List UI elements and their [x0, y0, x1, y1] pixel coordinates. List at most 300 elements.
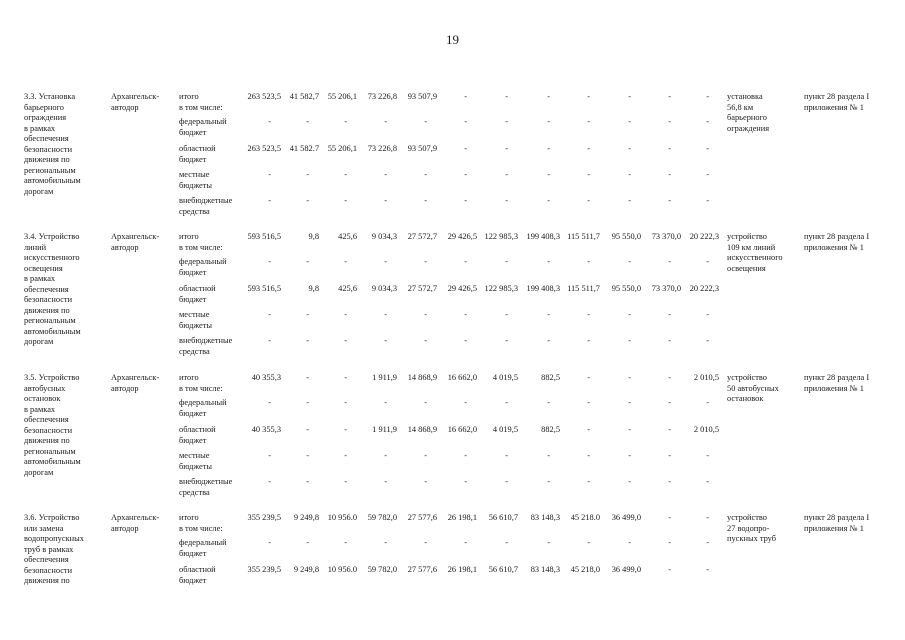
- measure-name-line: труб в рамках: [24, 544, 74, 554]
- amount-cell: -: [706, 257, 709, 266]
- amount-cell: -: [268, 257, 271, 266]
- executor-line: Архангельск-: [111, 92, 160, 101]
- amount-cell: -: [706, 451, 709, 460]
- funding-source-label-line: областной: [179, 284, 216, 293]
- amount-cell: 41 582.7: [289, 144, 319, 153]
- amount-cell: 36 499,0: [611, 565, 641, 574]
- measure-name-line: водопропускных: [24, 534, 84, 543]
- measure-name: [24, 513, 84, 587]
- amount-cell: 122 985,3: [484, 232, 518, 241]
- funding-source-label-line: итого: [179, 92, 199, 101]
- funding-source-label-line: внебюджетные: [179, 336, 233, 345]
- funding-source-label-line: средства: [179, 346, 210, 356]
- funding-source-label-line: средства: [179, 206, 210, 216]
- amount-cell: 199 408,3: [526, 284, 560, 293]
- amount-cell: -: [306, 257, 309, 266]
- amount-cell: -: [424, 196, 427, 205]
- amount-cell: 882,5: [541, 425, 560, 434]
- funding-source-label-line: бюджет: [179, 267, 207, 277]
- amount-cell: -: [587, 336, 590, 345]
- amount-cell: -: [706, 565, 709, 574]
- amount-cell: -: [668, 565, 671, 574]
- measure-name-line: безопасности: [24, 565, 73, 575]
- measure-name-line: дорогам: [24, 337, 54, 346]
- funding-source-label-line: итого: [179, 232, 199, 241]
- amount-cell: -: [344, 538, 347, 547]
- amount-cell: 882,5: [541, 373, 560, 382]
- funding-source-label: [179, 170, 212, 191]
- amount-cell: -: [464, 538, 467, 547]
- funding-source-label-line: в том числе:: [179, 524, 223, 533]
- amount-cell: 14 868,9: [407, 373, 437, 382]
- amount-cell: 9 249,8: [293, 513, 319, 522]
- amount-cell: 56 610,7: [488, 565, 518, 574]
- executor-line: Архангельск-: [111, 232, 160, 241]
- measure-name-line: в рамках: [24, 123, 56, 133]
- amount-cell: -: [587, 477, 590, 486]
- funding-source-label-line: итого: [179, 373, 199, 382]
- amount-cell: -: [587, 144, 590, 153]
- expected-result-line: устройство: [727, 232, 767, 241]
- amount-cell: -: [344, 196, 347, 205]
- amount-cell: 16 662,0: [447, 425, 477, 434]
- amount-cell: -: [547, 117, 550, 126]
- amount-cell: -: [547, 310, 550, 319]
- amount-cell: -: [268, 117, 271, 126]
- amount-cell: -: [424, 170, 427, 179]
- measure-name-line: автомобильным: [24, 176, 81, 185]
- amount-cell: 93 507,9: [407, 92, 437, 101]
- amount-cell: -: [505, 538, 508, 547]
- amount-cell: 73 226,8: [367, 92, 397, 101]
- amount-cell: -: [344, 257, 347, 266]
- funding-source-label: [179, 451, 212, 472]
- amount-cell: -: [547, 451, 550, 460]
- executor-line: автодор: [111, 383, 139, 393]
- measure-name-line: 3.5. Устройство: [24, 373, 80, 382]
- amount-cell: -: [628, 170, 631, 179]
- funding-source-label-line: итого: [179, 513, 199, 522]
- reference: [804, 513, 869, 534]
- amount-cell: 355 239,5: [247, 565, 281, 574]
- amount-cell: -: [706, 92, 709, 101]
- amount-cell: -: [464, 144, 467, 153]
- amount-cell: -: [306, 336, 309, 345]
- amount-cell: -: [268, 451, 271, 460]
- amount-cell: -: [628, 538, 631, 547]
- amount-cell: -: [306, 425, 309, 434]
- amount-cell: -: [505, 257, 508, 266]
- expected-result: [727, 513, 776, 545]
- amount-cell: -: [384, 538, 387, 547]
- amount-cell: -: [706, 170, 709, 179]
- amount-cell: -: [706, 477, 709, 486]
- expected-result-line: ограждения: [727, 123, 770, 133]
- amount-cell: -: [464, 336, 467, 345]
- measure-name-line: дорогам: [24, 467, 54, 477]
- amount-cell: -: [464, 117, 467, 126]
- amount-cell: -: [628, 196, 631, 205]
- amount-cell: -: [424, 117, 427, 126]
- measure-name-line: безопасности: [24, 425, 73, 435]
- amount-cell: -: [668, 373, 671, 382]
- amount-cell: -: [706, 144, 709, 153]
- amount-cell: -: [384, 398, 387, 407]
- amount-cell: -: [344, 170, 347, 179]
- amount-cell: -: [547, 257, 550, 266]
- amount-cell: -: [706, 196, 709, 205]
- amount-cell: -: [268, 477, 271, 486]
- funding-source-label: [179, 384, 223, 395]
- amount-cell: 95 550,0: [611, 284, 641, 293]
- amount-cell: 95 550,0: [611, 232, 641, 241]
- measure-name-line: движения по: [24, 436, 70, 445]
- amount-cell: 115 511,7: [567, 232, 600, 241]
- amount-cell: 593 516,5: [247, 232, 281, 241]
- amount-cell: 59 782,0: [367, 565, 397, 574]
- measure-name: [24, 232, 81, 348]
- amount-cell: -: [587, 196, 590, 205]
- amount-cell: -: [464, 92, 467, 101]
- reference-line: приложения № 1: [804, 242, 864, 252]
- amount-cell: -: [424, 257, 427, 266]
- amount-cell: -: [668, 92, 671, 101]
- amount-cell: 83 148,3: [530, 565, 560, 574]
- amount-cell: 122 985,3: [484, 284, 518, 293]
- funding-source-label-line: бюджет: [179, 127, 207, 137]
- funding-source-label-line: областной: [179, 144, 216, 153]
- amount-cell: -: [547, 196, 550, 205]
- measure-name: [24, 92, 81, 197]
- funding-source-label-line: бюджет: [179, 154, 207, 164]
- funding-source-label-line: внебюджетные: [179, 477, 233, 486]
- amount-cell: -: [384, 117, 387, 126]
- measure-name-line: ограждения: [24, 113, 67, 122]
- funding-source-label-line: в том числе:: [179, 243, 223, 252]
- amount-cell: -: [706, 117, 709, 126]
- amount-cell: 55 206,1: [327, 144, 357, 153]
- reference-line: приложения № 1: [804, 383, 864, 393]
- amount-cell: -: [505, 310, 508, 319]
- amount-cell: -: [587, 117, 590, 126]
- amount-cell: 425,6: [338, 232, 357, 241]
- amount-cell: 115 511,7: [567, 284, 600, 293]
- measure-name-line: региональным: [24, 316, 76, 325]
- amount-cell: -: [268, 310, 271, 319]
- measure-name-line: искусственного: [24, 253, 80, 262]
- funding-source-label-line: бюджеты: [179, 320, 213, 330]
- funding-source-label: [179, 92, 199, 103]
- amount-cell: 40 355,3: [251, 425, 281, 434]
- amount-cell: -: [668, 257, 671, 266]
- amount-cell: -: [628, 92, 631, 101]
- amount-cell: -: [628, 144, 631, 153]
- funding-source-label-line: федеральный: [179, 538, 227, 547]
- amount-cell: -: [628, 257, 631, 266]
- amount-cell: 27 572,7: [407, 284, 437, 293]
- funding-source-label: [179, 103, 223, 114]
- amount-cell: 355 239,5: [247, 513, 281, 522]
- amount-cell: 73 370,0: [651, 284, 681, 293]
- funding-source-label-line: бюджет: [179, 408, 207, 418]
- amount-cell: -: [587, 425, 590, 434]
- funding-source-label-line: федеральный: [179, 257, 227, 266]
- amount-cell: -: [587, 451, 590, 460]
- funding-source-label-line: местные: [179, 310, 210, 319]
- measure-name-line: в рамках: [24, 274, 56, 283]
- amount-cell: -: [344, 373, 347, 382]
- expected-result: [727, 92, 769, 134]
- funding-source-label-line: внебюджетные: [179, 196, 233, 205]
- amount-cell: -: [587, 538, 590, 547]
- amount-cell: -: [306, 196, 309, 205]
- amount-cell: -: [668, 336, 671, 345]
- amount-cell: -: [384, 310, 387, 319]
- funding-source-label: [179, 243, 223, 254]
- funding-source-label-line: бюджет: [179, 548, 207, 558]
- amount-cell: -: [424, 336, 427, 345]
- amount-cell: 83 148,3: [530, 513, 560, 522]
- amount-cell: -: [706, 310, 709, 319]
- funding-source-label-line: бюджет: [179, 294, 207, 304]
- amount-cell: -: [628, 310, 631, 319]
- amount-cell: 263 523,5: [247, 144, 281, 153]
- amount-cell: -: [464, 310, 467, 319]
- funding-source-label-line: бюджет: [179, 575, 207, 585]
- amount-cell: -: [384, 477, 387, 486]
- amount-cell: -: [505, 117, 508, 126]
- executor: [111, 232, 159, 253]
- amount-cell: -: [384, 196, 387, 205]
- amount-cell: -: [668, 538, 671, 547]
- amount-cell: -: [505, 398, 508, 407]
- amount-cell: -: [306, 538, 309, 547]
- executor-line: автодор: [111, 242, 139, 252]
- amount-cell: -: [505, 196, 508, 205]
- expected-result-line: устройство: [727, 513, 767, 522]
- funding-source-label-line: бюджет: [179, 435, 207, 445]
- amount-cell: -: [547, 144, 550, 153]
- amount-cell: 45 218,0: [570, 565, 600, 574]
- amount-cell: -: [344, 398, 347, 407]
- measure-name-line: или замена: [24, 523, 64, 533]
- amount-cell: 263 523,5: [247, 92, 281, 101]
- amount-cell: -: [547, 336, 550, 345]
- funding-source-label-line: федеральный: [179, 398, 227, 407]
- amount-cell: -: [505, 477, 508, 486]
- amount-cell: -: [628, 373, 631, 382]
- funding-source-label-line: в том числе:: [179, 103, 223, 112]
- funding-source-label-line: областной: [179, 565, 216, 574]
- amount-cell: -: [384, 336, 387, 345]
- amount-cell: -: [384, 257, 387, 266]
- amount-cell: 26 198,1: [447, 565, 477, 574]
- amount-cell: -: [668, 513, 671, 522]
- expected-result-line: установка: [727, 92, 763, 101]
- amount-cell: 10 956.0: [327, 513, 357, 522]
- measure-name-line: барьерного: [24, 102, 64, 112]
- amount-cell: -: [587, 92, 590, 101]
- amount-cell: -: [464, 398, 467, 407]
- funding-source-label-line: федеральный: [179, 117, 227, 126]
- amount-cell: -: [628, 451, 631, 460]
- measure-name-line: автомобильным: [24, 457, 81, 466]
- amount-cell: 16 662,0: [447, 373, 477, 382]
- amount-cell: -: [668, 310, 671, 319]
- amount-cell: -: [668, 117, 671, 126]
- measure-name-line: остановок: [24, 394, 61, 403]
- funding-source-label: [179, 373, 199, 384]
- expected-result-line: пускных труб: [727, 534, 777, 543]
- amount-cell: 14 868,9: [407, 425, 437, 434]
- amount-cell: 199 408,3: [526, 232, 560, 241]
- funding-source-label-line: в том числе:: [179, 384, 223, 393]
- amount-cell: -: [384, 170, 387, 179]
- amount-cell: -: [668, 196, 671, 205]
- measure-name-line: обеспечения: [24, 284, 69, 294]
- measure-name-line: линий: [24, 242, 47, 252]
- amount-cell: -: [547, 538, 550, 547]
- expected-result-line: 109 км линий: [727, 242, 776, 252]
- amount-cell: -: [668, 477, 671, 486]
- amount-cell: -: [706, 398, 709, 407]
- amount-cell: -: [668, 451, 671, 460]
- amount-cell: -: [628, 117, 631, 126]
- funding-source-label-line: местные: [179, 170, 210, 179]
- amount-cell: -: [424, 398, 427, 407]
- amount-cell: -: [306, 170, 309, 179]
- amount-cell: -: [505, 92, 508, 101]
- amount-cell: 56 610,7: [488, 513, 518, 522]
- amount-cell: -: [306, 310, 309, 319]
- amount-cell: 20 222,3: [689, 284, 719, 293]
- measure-name-line: обеспечения: [24, 415, 69, 424]
- amount-cell: 93 507,9: [407, 144, 437, 153]
- reference-line: приложения № 1: [804, 523, 864, 533]
- expected-result-line: 50 автобусных: [727, 383, 779, 393]
- amount-cell: 425,6: [338, 284, 357, 293]
- amount-cell: 40 355,3: [251, 373, 281, 382]
- amount-cell: -: [344, 477, 347, 486]
- funding-source-label-line: областной: [179, 425, 216, 434]
- amount-cell: -: [587, 310, 590, 319]
- amount-cell: -: [344, 310, 347, 319]
- amount-cell: -: [344, 425, 347, 434]
- amount-cell: -: [268, 196, 271, 205]
- funding-source-label: [179, 565, 216, 586]
- measure-name-line: 3.4. Устройство: [24, 232, 80, 241]
- amount-cell: -: [306, 477, 309, 486]
- expected-result-line: искусственного: [727, 253, 783, 262]
- amount-cell: -: [464, 477, 467, 486]
- amount-cell: 2 010,5: [693, 373, 719, 382]
- amount-cell: 9 034,3: [371, 232, 397, 241]
- amount-cell: 73 370,0: [651, 232, 681, 241]
- measure-name-line: обеспечения: [24, 555, 69, 564]
- amount-cell: -: [505, 170, 508, 179]
- funding-source-label: [179, 284, 216, 305]
- measure-name-line: обеспечения: [24, 134, 69, 143]
- amount-cell: -: [628, 425, 631, 434]
- reference-line: пункт 28 раздела I: [804, 232, 870, 241]
- amount-cell: 9 034,3: [371, 284, 397, 293]
- funding-source-label: [179, 513, 199, 524]
- amount-cell: -: [628, 477, 631, 486]
- measure-name-line: дорогам: [24, 186, 54, 196]
- amount-cell: 27 577,6: [407, 565, 437, 574]
- expected-result-line: устройство: [727, 373, 767, 382]
- measure-name-line: освещения: [24, 263, 63, 273]
- amount-cell: 20 222,3: [689, 232, 719, 241]
- amount-cell: -: [547, 477, 550, 486]
- expected-result-line: остановок: [727, 394, 764, 403]
- measure-name-line: региональным: [24, 165, 76, 175]
- amount-cell: -: [344, 451, 347, 460]
- funding-source-label: [179, 144, 216, 165]
- amount-cell: -: [587, 257, 590, 266]
- amount-cell: 4 019,5: [492, 373, 518, 382]
- reference-line: пункт 28 раздела I: [804, 92, 870, 101]
- measure-name-line: движения по: [24, 305, 70, 315]
- funding-source-label: [179, 232, 199, 243]
- amount-cell: -: [306, 451, 309, 460]
- funding-source-label-line: средства: [179, 487, 210, 497]
- amount-cell: -: [587, 170, 590, 179]
- amount-cell: -: [306, 373, 309, 382]
- amount-cell: 9,8: [308, 232, 319, 241]
- measure-name-line: в рамках: [24, 404, 56, 414]
- amount-cell: 26 198,1: [447, 513, 477, 522]
- funding-source-label: [179, 524, 223, 535]
- amount-cell: -: [668, 398, 671, 407]
- reference: [804, 373, 869, 394]
- amount-cell: -: [505, 336, 508, 345]
- measure-name-line: автомобильным: [24, 326, 81, 336]
- amount-cell: -: [587, 398, 590, 407]
- amount-cell: -: [306, 117, 309, 126]
- amount-cell: -: [344, 117, 347, 126]
- expected-result-line: 27 водопро-: [727, 523, 770, 533]
- amount-cell: -: [628, 336, 631, 345]
- amount-cell: -: [268, 398, 271, 407]
- measure-name-line: безопасности: [24, 295, 73, 304]
- amount-cell: -: [668, 425, 671, 434]
- amount-cell: -: [706, 538, 709, 547]
- executor-line: автодор: [111, 523, 139, 533]
- reference: [804, 92, 869, 113]
- reference-line: пункт 28 раздела I: [804, 373, 870, 382]
- amount-cell: -: [628, 398, 631, 407]
- amount-cell: 4 019,5: [492, 425, 518, 434]
- amount-cell: -: [464, 170, 467, 179]
- funding-source-label-line: бюджеты: [179, 180, 213, 190]
- amount-cell: -: [384, 451, 387, 460]
- funding-source-label: [179, 310, 212, 331]
- amount-cell: 1 911,9: [372, 425, 397, 434]
- amount-cell: 9,8: [308, 284, 319, 293]
- amount-cell: 59 782,0: [367, 513, 397, 522]
- amount-cell: 55 206,1: [327, 92, 357, 101]
- expected-result-line: барьерного: [727, 113, 767, 122]
- amount-cell: -: [547, 92, 550, 101]
- amount-cell: 1 911,9: [372, 373, 397, 382]
- amount-cell: 10 956.0: [327, 565, 357, 574]
- page-number: 19: [446, 32, 459, 47]
- measure-name: [24, 373, 81, 478]
- amount-cell: 593 516,5: [247, 284, 281, 293]
- expected-result: [727, 373, 779, 405]
- executor-line: Архангельск-: [111, 513, 160, 522]
